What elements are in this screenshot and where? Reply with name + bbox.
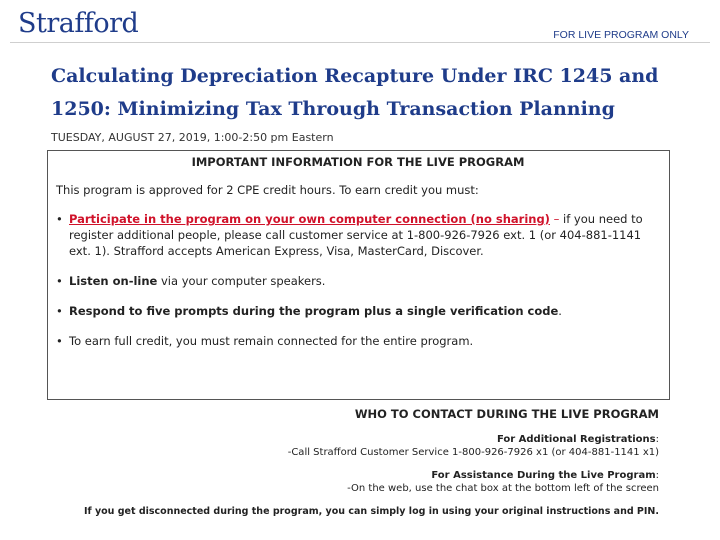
program-date: TUESDAY, AUGUST 27, 2019, 1:00-2:50 pm Eastern (51, 131, 334, 144)
contact-section (59, 407, 659, 518)
important-info-box (47, 150, 670, 400)
cpe-intro-text: This program is approved for 2 CPE credit hours (56, 183, 332, 197)
item-text: via your computer speakers. (157, 274, 326, 288)
item-bold: Respond to five prompts during the program plus a single verification code (69, 304, 559, 318)
info-heading: IMPORTANT INFORMATION FOR THE LIVE PROGRAM (191, 155, 525, 169)
contact-heading: WHO TO CONTACT DURING THE LIVE PROGRAM (354, 407, 659, 421)
assistance-line: -On the web, use the chat box at the bottom left of the screen (347, 483, 659, 494)
registrations-label: For Additional Registrations: (496, 434, 659, 445)
header-divider (10, 42, 710, 43)
disconnect-note: If you get disconnected during the program, you can simply log in using your original instructions and PIN. (83, 506, 659, 517)
item-bold: Listen on-line (69, 274, 158, 288)
strafford-logo: Strafford (18, 8, 139, 39)
registrations-line: -Call Strafford Customer Service 1-800-926-7926 x1 (or 404-881-1141 x1) (287, 447, 659, 458)
assistance-label: For Assistance During the Live Program: (431, 470, 659, 481)
item-dash: – (549, 212, 564, 226)
live-program-only-label: FOR LIVE PROGRAM ONLY (553, 29, 689, 41)
participate-link[interactable]: Participate in the program on your own computer connection (no sharing) (69, 212, 550, 226)
list-item (56, 273, 660, 289)
cpe-intro-rest: . To earn credit you must: (331, 183, 479, 197)
requirements-list (56, 211, 660, 349)
cpe-intro (56, 183, 660, 197)
item-text: if you need to register additional people, please call customer service at 1-800-926-7926 ext. 1 (or 404-881-1141 ext. 1). Strafford accepts American Express, Visa, MasterCard, Discover. (69, 212, 643, 258)
program-title: Calculating Depreciation Recapture Under IRC 1245 and 1250: Minimizing Tax Through Transaction Planning (51, 65, 659, 120)
list-item (56, 303, 660, 319)
item-text: . (558, 304, 562, 318)
list-item (56, 333, 660, 349)
item-text: To earn full credit, you must remain connected for the entire program. (69, 334, 474, 348)
list-item (56, 211, 660, 259)
